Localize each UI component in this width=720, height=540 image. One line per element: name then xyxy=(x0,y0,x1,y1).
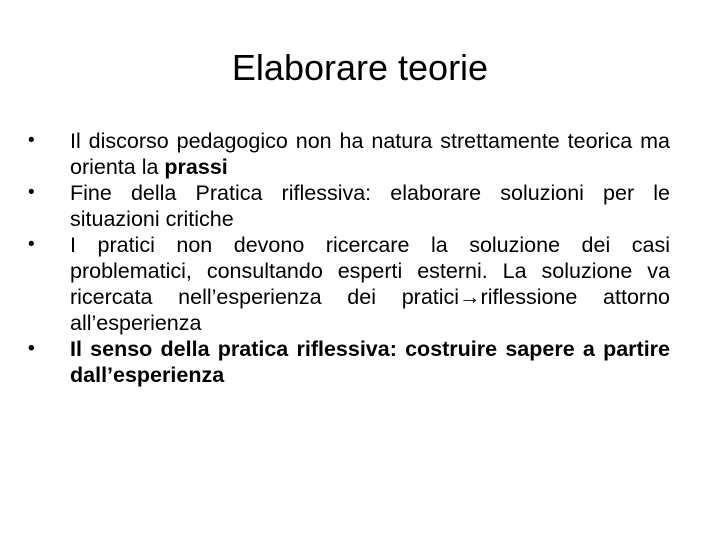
bullet-list xyxy=(28,128,670,388)
bullet-item-4 xyxy=(28,336,670,388)
bullet-text: I pratici non devono ricercare la soluzione dei casi problematici, consultando esperti esterni. La soluzione va ricercata nell’esperienza dei pratici→riflessione attorno all’esperienza xyxy=(70,233,670,335)
bullet-item-1 xyxy=(28,128,670,180)
bullet-text-bold: Il senso della pratica riflessiva: costruire sapere a partire dall’esperienza xyxy=(70,337,670,387)
slide-title: Elaborare teorie xyxy=(231,47,489,88)
bullet-icon: • xyxy=(28,130,35,151)
bullet-icon: • xyxy=(28,234,35,255)
bullet-item-2 xyxy=(28,180,670,232)
bullet-icon: • xyxy=(28,182,35,203)
bullet-text: Il discorso pedagogico non ha natura strettamente teorica ma orienta la xyxy=(70,129,670,179)
bullet-icon: • xyxy=(28,338,35,359)
bullet-text-bold: prassi xyxy=(164,155,228,179)
bullet-item-3 xyxy=(28,232,670,336)
bullet-text: Fine della Pratica riflessiva: elaborare soluzioni per le situazioni critiche xyxy=(70,181,670,231)
